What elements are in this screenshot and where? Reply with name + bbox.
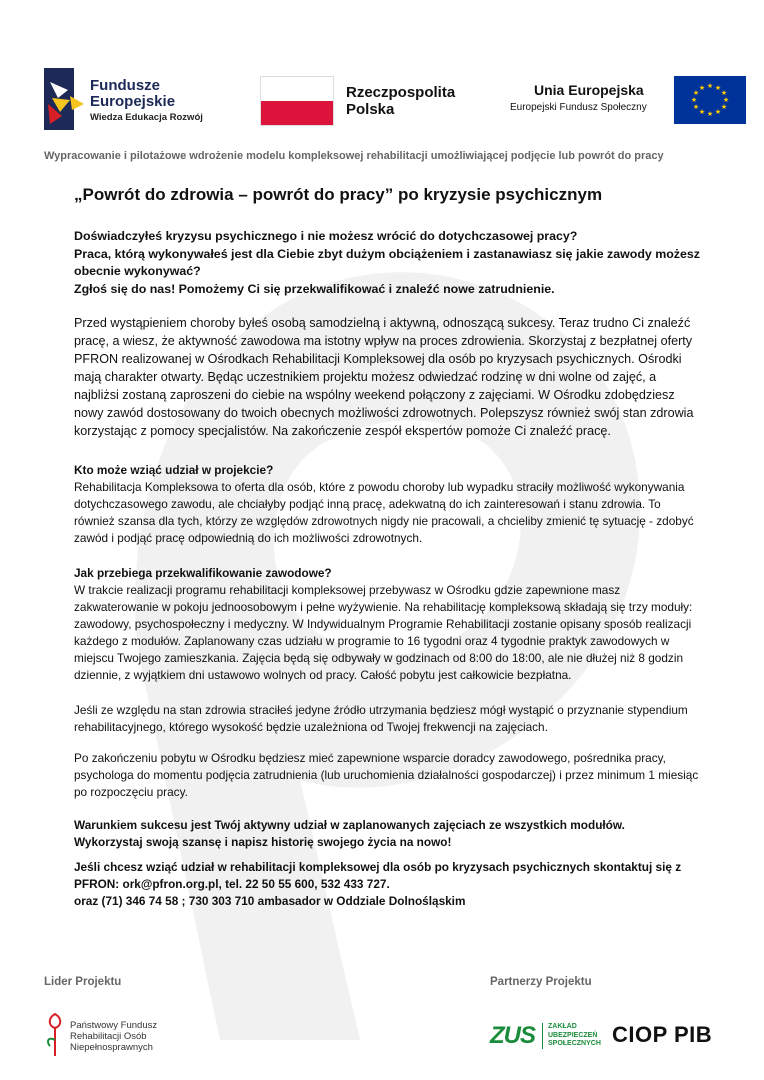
page-title: „Powrót do zdrowia – powrót do pracy” po kryzysie psychicznym — [74, 185, 603, 204]
svg-text:★: ★ — [698, 84, 706, 92]
closing-line-1: Warunkiem sukcesu jest Twój aktywny udział w zaplanowanych zajęciach ze wszystkich modułów. — [74, 818, 625, 833]
section-who-text: Rehabilitacja Kompleksowa to oferta dla osób, które z powodu choroby lub wypadku straciły możliwość wykonywania dotychczasowego zawodu, ale chciałyby podjąć inną pracę, adekwatną do ich zainteresowań i stanu zdrowia. To również szansa dla tych, którzy ze względów zdrowotnych nigdy nie pracowali, a chcieliby zmienić tę sytuację - zdobyć zawód i podjąć pracę odpowiednią do ich możliwości zdrowotnych. — [74, 480, 694, 546]
fe-star-icon — [44, 68, 84, 130]
svg-text:★: ★ — [706, 110, 714, 118]
svg-text:★: ★ — [722, 96, 730, 104]
main-content — [74, 228, 704, 924]
after-stay-paragraph: Po zakończeniu pobytu w Ośrodku będziesz mieć zapewnione wsparcie doradcy zawodowego, pośrednika pracy, psychologa do momentu podjęcia zatrudnienia (lub uruchomienia działalności gospodarczej) i przez minimum 1 miesiąc po rozpoczęciu pracy. — [74, 751, 699, 800]
stipend-paragraph: Jeśli ze względu na stan zdrowia straciłeś jedyne źródło utrzymania będziesz mógł wystąpić o przyznanie stypendium rehabilitacyjnego, którego wysokość będzie uzależniona od Twojej frekwencji na zajęciach. — [74, 703, 688, 735]
lider-label: Lider Projektu — [44, 976, 122, 988]
pfron-line-2: Rehabilitacji Osób — [70, 1031, 147, 1042]
fe-logo-line2: Europejskie — [90, 93, 176, 110]
svg-text:★: ★ — [714, 108, 722, 116]
section-how — [74, 565, 704, 684]
polish-flag-icon — [260, 76, 334, 126]
svg-text:★: ★ — [698, 108, 706, 116]
fe-logo-sub: Wiedza Edukacja Rozwój — [90, 112, 203, 123]
intro-line-2: Praca, którą wykonywałeś jest dla Ciebie zbyt dużym obciążeniem i zastanawiasz się jakie zawody możesz obecnie wykonywać? — [74, 246, 700, 279]
pfron-line-1: Państwowy Fundusz — [70, 1020, 158, 1031]
eu-flag-icon — [674, 76, 746, 124]
logo-rzeczpospolita-polska — [260, 76, 490, 126]
svg-text:★: ★ — [714, 84, 722, 92]
section-who-heading: Kto może wziąć udział w projekcie? — [74, 463, 274, 478]
body-paragraph: Przed wystąpieniem choroby byłeś osobą samodzielną i aktywną, odnoszącą sukcesy. Teraz trudno Ci znaleźć pracę, a wiesz, że aktywność zawodowa ma istotny wpływ na proces zdrowienia. Skorzystaj z bezpłatnej oferty PFRON realizowanej w Ośrodkach Rehabilitacji Kompleksowej dla osób po kryzysach psychicznych. Ośrodki mają charakter otwarty. Będąc uczestnikiem projektu możesz odwiedzać rodzinę w dni wolne od zajęć, a najbliżsi zostaną zaproszeni do ciebie na wspólny weekend połączony z zajęciami. W Ośrodku zdobędziesz nowy zawód dostosowany do twoich obecnych możliwości zdrowotnych. Polepszysz również swój stan zdrowia korzystając z pomocy specjalistów. Na zakończenie zespół ekspertów pomoże Ci znaleźć pracę. — [74, 316, 694, 439]
section-who — [74, 462, 704, 547]
svg-text:★: ★ — [692, 89, 700, 97]
contact-line-1: Jeśli chcesz wziąć udział w rehabilitacji kompleksowej dla osób po kryzysach psychicznych skontaktuj się z PFRON: ork@pfron.org.pl, tel. 22 50 55 600, 532 433 727. — [74, 860, 682, 892]
section-how-heading: Jak przebiega przekwalifikowanie zawodowe? — [74, 566, 332, 581]
closing-line-2: Wykorzystaj swoją szansę i napisz historię swojego życia na nowo! — [74, 835, 452, 850]
svg-text:★: ★ — [690, 96, 698, 104]
contact-block — [74, 859, 704, 910]
logo-pfron — [44, 1012, 214, 1060]
logo-fundusze-europejskie — [44, 68, 244, 132]
ue-logo-sub: Europejski Fundusz Społeczny — [510, 102, 647, 113]
logo-ciop-pib — [612, 1022, 752, 1052]
contact-line-2: oraz (71) 346 74 58 ; 730 303 710 ambasador w Oddziale Dolnośląskim — [74, 894, 466, 909]
logo-unia-europejska — [510, 76, 750, 126]
intro-block — [74, 228, 704, 298]
ue-logo-title: Unia Europejska — [534, 82, 644, 98]
project-subtitle: Wypracowanie i pilotażowe wdrożenie modelu kompleksowej rehabilitacji umożliwiającej podjęcie lub powrót do pracy — [44, 150, 664, 162]
svg-text:★: ★ — [706, 82, 714, 90]
closing-block — [74, 817, 704, 851]
partnerzy-label: Partnerzy Projektu — [490, 976, 592, 988]
ciop-text: CIOP PIB — [612, 1022, 713, 1047]
fe-logo-line1: Fundusze — [90, 77, 160, 94]
svg-text:★: ★ — [720, 103, 728, 111]
zus-mark: ZUS — [490, 1022, 535, 1049]
zus-line-1: ZAKŁAD — [548, 1023, 577, 1030]
intro-line-3: Zgłoś się do nas! Pomożemy Ci się przekwalifikować i znaleźć nowe zatrudnienie. — [74, 281, 555, 296]
pfron-flower-icon — [44, 1012, 66, 1058]
pfron-line-3: Niepełnosprawnych — [70, 1042, 153, 1053]
intro-line-1: Doświadczyłeś kryzysu psychicznego i nie możesz wrócić do dotychczasowej pracy? — [74, 229, 578, 243]
zus-line-3: SPOŁECZNYCH — [548, 1040, 601, 1047]
svg-text:★: ★ — [692, 103, 700, 111]
section-how-text: W trakcie realizacji programu rehabilitacji kompleksowej przebywasz w Ośrodku gdzie zapewnione masz zakwaterowanie w pokoju jednoosobowym i pełne wyżywienie. Na rehabilitację kompleksową składają się trzy moduły: zawodowy, psychospołeczny i medyczny. W Indywidualnym Programie Rehabilitacji zostanie opisany sposób realizacji każdego z modułów. Zaplanowany czas udziału w programie to 16 tygodni oraz 4 tygodnie praktyk zawodowych w miejscu Twojego zamieszkania. Zajęcia będą się odbywały w godzinach od 8:00 do 18:00, ale nie dłużej niż 8 godzin dziennie, z wyjątkiem dni ustawowo wolnych od pracy. Całość pobytu jest całkowicie bezpłatna. — [74, 583, 693, 683]
zus-line-2: UBEZPIECZEŃ — [548, 1031, 598, 1039]
svg-text:★: ★ — [720, 89, 728, 97]
logo-zus — [490, 1020, 600, 1054]
rp-logo-line2: Polska — [346, 101, 395, 118]
rp-logo-line1: Rzeczpospolita — [346, 84, 456, 101]
